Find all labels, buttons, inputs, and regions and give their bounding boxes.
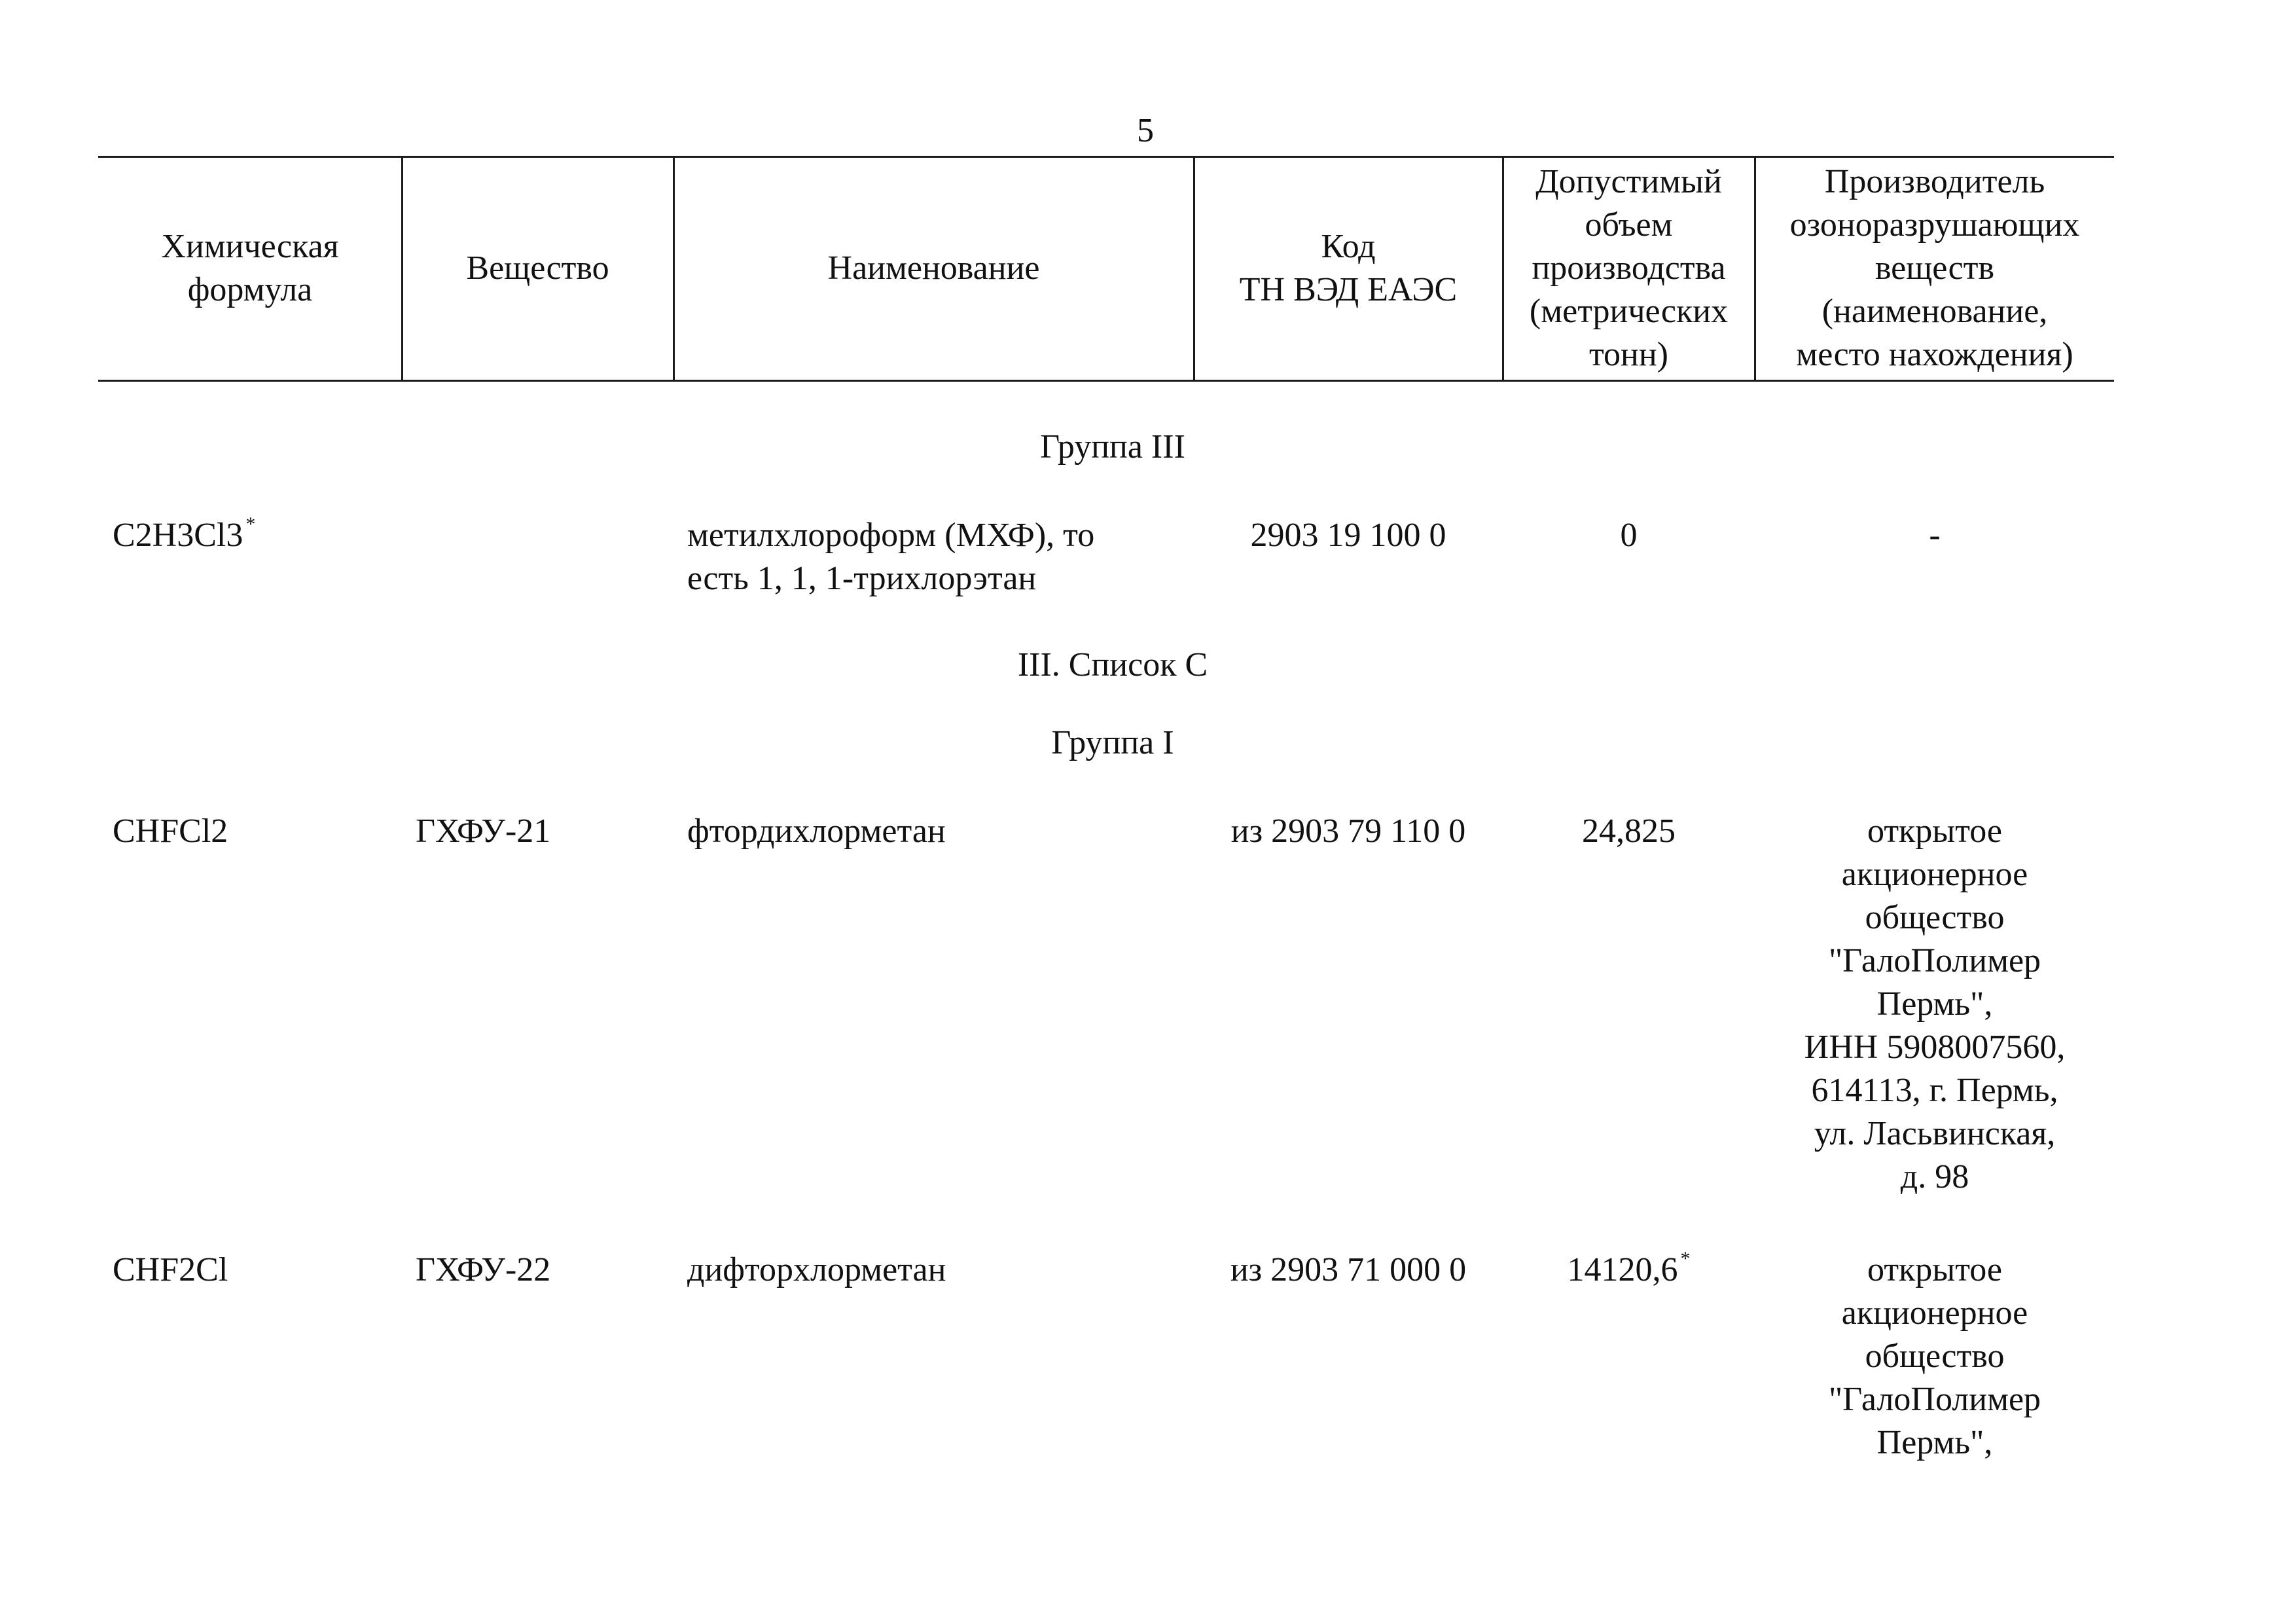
row-2-formula — [113, 810, 394, 853]
header-bottom-rule — [98, 380, 2114, 382]
header-text-line: Химическая — [161, 228, 339, 265]
row-2-name — [687, 810, 1191, 853]
name-line: дифторхлорметан — [687, 1251, 946, 1288]
section-title-group-i: Группа I — [1051, 724, 1174, 761]
producer-line: Пермь", — [1876, 985, 1993, 1023]
row-3-substance: ГХФУ-22 — [416, 1251, 551, 1288]
producer-line: общество — [1865, 1338, 2005, 1375]
header-text-line: Вещество — [466, 249, 609, 287]
row-1-code: 2903 19 100 0 — [1250, 517, 1446, 554]
producer-line: акционерное — [1841, 1294, 2028, 1332]
header-text-line: веществ — [1874, 249, 1995, 287]
header-text-line: производства — [1532, 249, 1726, 287]
section-title-list-c: III. Список С — [1017, 646, 1208, 684]
footnote-mark: * — [245, 513, 256, 535]
header-text-line: озоноразрушающих — [1789, 206, 2080, 244]
volume-text: 0 — [1620, 517, 1638, 554]
header-text-line: ТН ВЭД ЕАЭС — [1239, 271, 1458, 308]
header-text-line: объем — [1585, 206, 1673, 244]
header-text-line: тонн) — [1588, 336, 1668, 373]
header-top-rule — [98, 156, 2114, 158]
header-allowed-volume — [1504, 158, 1753, 378]
header-text-line: Код — [1321, 228, 1376, 265]
producer-line: ИНН 5908007560, — [1804, 1029, 2066, 1066]
row-1-volume — [1504, 514, 1753, 557]
producer-line: "ГалоПолимер — [1828, 1381, 2041, 1418]
name-line: метилхлороформ (МХФ), то — [687, 517, 1095, 554]
volume-text: 14120,6 — [1567, 1251, 1678, 1288]
row-3-producer — [1756, 1249, 2113, 1465]
header-producer — [1756, 158, 2113, 378]
volume-text: 24,825 — [1582, 812, 1676, 850]
producer-line: открытое — [1867, 812, 2002, 850]
row-3-code: из 2903 71 000 0 — [1230, 1251, 1467, 1288]
producer-line: д. 98 — [1900, 1158, 1969, 1195]
formula-text: C2H3Cl3 — [113, 517, 243, 554]
header-chemical-formula — [99, 158, 401, 378]
producer-line: Пермь", — [1876, 1424, 1993, 1461]
row-1-name — [687, 514, 1191, 600]
name-line: есть 1, 1, 1-трихлорэтан — [687, 560, 1037, 597]
producer-line: "ГалоПолимер — [1828, 942, 2041, 979]
row-1-formula — [113, 514, 394, 562]
header-code — [1195, 158, 1501, 378]
formula-text: CHFCl2 — [113, 812, 228, 850]
section-title-group-iii: Группа III — [1040, 428, 1185, 465]
row-2-code: из 2903 79 110 0 — [1230, 812, 1466, 850]
header-text-line: место нахождения) — [1796, 336, 2073, 373]
header-substance — [403, 158, 672, 378]
header-name — [675, 158, 1193, 378]
row-3-name — [687, 1249, 1191, 1292]
row-2-producer — [1756, 810, 2113, 1199]
producer-line: акционерное — [1841, 856, 2028, 893]
formula-text: CHF2Cl — [113, 1251, 228, 1288]
producer-line: ул. Ласьвинская, — [1814, 1115, 2056, 1152]
header-text-line: (наименование, — [1821, 293, 2048, 330]
header-text-line: (метрических — [1529, 293, 1729, 330]
header-text-line: Допустимый — [1535, 163, 1722, 200]
producer-line: - — [1929, 517, 1941, 554]
header-text-line: Наименование — [827, 249, 1040, 287]
row-2-substance: ГХФУ-21 — [416, 812, 551, 850]
header-text-line: формула — [187, 271, 313, 308]
producer-line: открытое — [1867, 1251, 2002, 1288]
header-text-line: Производитель — [1824, 163, 2045, 200]
page-number: 5 — [1137, 112, 1154, 149]
producer-line: 614113, г. Пермь, — [1811, 1072, 2058, 1109]
row-1-producer — [1756, 514, 2113, 557]
row-2-volume — [1504, 810, 1753, 853]
row-3-volume — [1504, 1249, 1753, 1296]
name-line: фтордихлорметан — [687, 812, 946, 850]
row-3-formula — [113, 1249, 394, 1292]
footnote-mark: * — [1680, 1248, 1691, 1269]
producer-line: общество — [1865, 899, 2005, 936]
